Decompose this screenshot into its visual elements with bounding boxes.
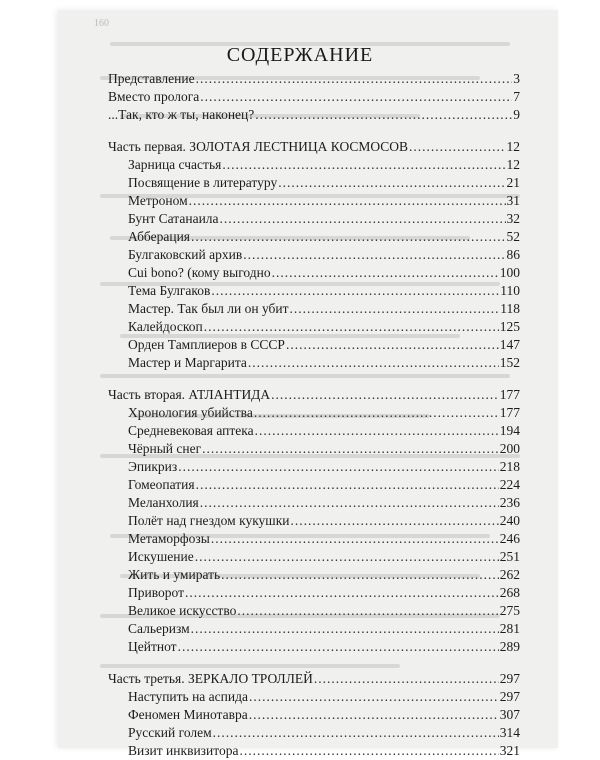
toc-chapter xyxy=(108,282,520,300)
toc-chapter-label: Булгаковский архив xyxy=(128,247,243,262)
toc-chapter-label: Метроном xyxy=(128,193,188,208)
toc-chapter-label: Зарница счастья xyxy=(128,157,222,172)
toc-entry xyxy=(108,70,520,88)
toc-chapter-page: 52 xyxy=(506,229,520,244)
toc-part-1 xyxy=(108,138,520,372)
toc-chapter-page: 200 xyxy=(499,441,520,456)
toc-chapter-label: Сальеризм xyxy=(128,621,190,636)
page-number: 160 xyxy=(94,18,109,29)
toc-chapter xyxy=(108,566,520,584)
toc-chapter xyxy=(108,458,520,476)
toc-chapter xyxy=(108,494,520,512)
toc-part-2 xyxy=(108,386,520,656)
toc-part-label: Часть первая. ЗОЛОТАЯ ЛЕСТНИЦА КОСМОСОВ xyxy=(108,139,409,154)
toc-chapter-label: Тема Булгаков xyxy=(128,283,211,298)
toc-leader-dots xyxy=(189,192,506,210)
toc-leader-dots xyxy=(255,106,512,124)
toc-chapter xyxy=(108,706,520,724)
toc-chapter-page: 21 xyxy=(506,175,520,190)
toc-chapter-label: Полёт над гнездом кукушки xyxy=(128,513,290,528)
toc-chapter xyxy=(108,724,520,742)
toc-chapter-label: Цейтнот xyxy=(128,639,177,654)
toc-leader-dots xyxy=(249,706,499,724)
toc-leader-dots xyxy=(272,264,499,282)
toc-chapter-label: Бунт Сатанаила xyxy=(128,211,219,226)
toc-chapter xyxy=(108,638,520,656)
toc-intro xyxy=(108,70,520,124)
toc-entry xyxy=(108,88,520,106)
toc-chapter-page: 251 xyxy=(499,549,520,564)
toc-chapter xyxy=(108,354,520,372)
toc-leader-dots xyxy=(237,602,498,620)
toc-chapter-page: 307 xyxy=(499,707,520,722)
toc-chapter-page: 236 xyxy=(499,495,520,510)
toc-leader-dots xyxy=(178,638,499,656)
toc-entry xyxy=(108,106,520,124)
toc-chapter xyxy=(108,530,520,548)
toc-chapter-page: 224 xyxy=(499,477,520,492)
toc-chapter-page: 86 xyxy=(506,247,520,262)
toc-chapter xyxy=(108,336,520,354)
toc-leader-dots xyxy=(243,246,505,264)
toc-chapter-page: 177 xyxy=(499,405,520,420)
toc-leader-dots xyxy=(271,386,499,404)
toc-leader-dots xyxy=(204,318,499,336)
toc-leader-dots xyxy=(314,670,499,688)
toc-chapter-label: Феномен Минотавра xyxy=(128,707,248,722)
toc-leader-dots xyxy=(249,688,499,706)
toc-leader-dots xyxy=(191,228,505,246)
toc-chapter-page: 100 xyxy=(499,265,520,280)
toc-chapter xyxy=(108,174,520,192)
toc-leader-dots xyxy=(202,440,499,458)
toc-leader-dots xyxy=(248,354,499,372)
toc-chapter-label: Меланхолия xyxy=(128,495,199,510)
section-spacer xyxy=(108,656,520,670)
toc-leader-dots xyxy=(200,494,499,512)
toc-chapter xyxy=(108,246,520,264)
toc-leader-dots xyxy=(200,88,512,106)
toc-chapter-page: 118 xyxy=(500,301,520,316)
page-title: СОДЕРЖАНИЕ xyxy=(226,44,374,66)
toc-chapter-page: 268 xyxy=(499,585,520,600)
toc-leader-dots xyxy=(239,742,498,760)
toc-part-label: Часть вторая. АТЛАНТИДА xyxy=(108,387,271,402)
toc-leader-dots xyxy=(191,620,499,638)
toc-chapter-page: 12 xyxy=(506,157,520,172)
toc-chapter xyxy=(108,688,520,706)
toc-part-heading xyxy=(108,138,520,156)
toc-chapter-page: 125 xyxy=(499,319,520,334)
toc-part-heading xyxy=(108,670,520,688)
toc-chapter-page: 246 xyxy=(499,531,520,546)
toc-chapter-label: Жить и умирать xyxy=(128,567,221,582)
toc-leader-dots xyxy=(211,282,499,300)
toc-chapter xyxy=(108,210,520,228)
toc-leader-dots xyxy=(196,70,513,88)
toc-leader-dots xyxy=(213,724,499,742)
toc-part-page: 297 xyxy=(499,671,520,686)
toc-part-page: 12 xyxy=(506,139,520,154)
toc-chapter-page: 218 xyxy=(499,459,520,474)
toc-chapter-page: 31 xyxy=(506,193,520,208)
toc-leader-dots xyxy=(195,548,499,566)
toc-chapter-page: 281 xyxy=(499,621,520,636)
toc-chapter-page: 147 xyxy=(499,337,520,352)
toc-chapter xyxy=(108,264,520,282)
toc-leader-dots xyxy=(255,422,499,440)
table-of-contents xyxy=(108,70,520,760)
toc-chapter xyxy=(108,404,520,422)
toc-chapter xyxy=(108,422,520,440)
toc-leader-dots xyxy=(254,404,499,422)
toc-chapter-label: Калейдоскоп xyxy=(128,319,203,334)
toc-entry-page: 9 xyxy=(513,107,520,122)
toc-chapter-page: 275 xyxy=(499,603,520,618)
toc-entry-label: ...Так, кто ж ты, наконец? xyxy=(108,107,255,122)
toc-chapter-label: Средневековая аптека xyxy=(128,423,254,438)
toc-chapter-label: Гомеопатия xyxy=(128,477,195,492)
toc-chapter-label: Хронология убийства xyxy=(128,405,253,420)
toc-leader-dots xyxy=(185,584,499,602)
toc-chapter xyxy=(108,192,520,210)
toc-chapter xyxy=(108,440,520,458)
toc-chapter-page: 152 xyxy=(499,355,520,370)
toc-chapter-label: Чёрный снег xyxy=(128,441,202,456)
toc-chapter-label: Эпикриз xyxy=(128,459,178,474)
toc-leader-dots xyxy=(221,566,499,584)
toc-chapter xyxy=(108,300,520,318)
toc-leader-dots xyxy=(196,476,499,494)
toc-chapter xyxy=(108,584,520,602)
toc-chapter-label: Великое искусство xyxy=(128,603,237,618)
toc-chapter-label: Искушение xyxy=(128,549,194,564)
toc-entry-page: 7 xyxy=(513,89,520,104)
toc-chapter-label: Мастер. Так был ли он убит xyxy=(128,301,289,316)
toc-chapter-page: 321 xyxy=(499,743,520,758)
toc-chapter-page: 110 xyxy=(500,283,520,298)
toc-chapter-page: 194 xyxy=(499,423,520,438)
toc-leader-dots xyxy=(220,210,506,228)
toc-chapter xyxy=(108,228,520,246)
toc-leader-dots xyxy=(290,300,500,318)
toc-chapter-label: Русский голем xyxy=(128,725,212,740)
toc-chapter-page: 297 xyxy=(499,689,520,704)
toc-chapter-label: Визит инквизитора xyxy=(128,743,239,758)
toc-chapter-label: Cui bono? (кому выгодно xyxy=(128,265,271,280)
toc-chapter-label: Метаморфозы xyxy=(128,531,210,546)
toc-leader-dots xyxy=(409,138,505,156)
toc-leader-dots xyxy=(286,336,499,354)
toc-chapter xyxy=(108,156,520,174)
toc-chapter-page: 314 xyxy=(499,725,520,740)
toc-leader-dots xyxy=(222,156,505,174)
toc-chapter xyxy=(108,602,520,620)
toc-chapter-page: 289 xyxy=(499,639,520,654)
toc-chapter-label: Посвящение в литературу xyxy=(128,175,278,190)
toc-chapter xyxy=(108,548,520,566)
toc-chapter xyxy=(108,512,520,530)
toc-entry-label: Представление xyxy=(108,71,195,86)
toc-entry-page: 3 xyxy=(513,71,520,86)
section-spacer xyxy=(108,372,520,386)
toc-chapter-label: Орден Тамплиеров в СССР xyxy=(128,337,285,352)
section-spacer xyxy=(108,124,520,138)
toc-part-label: Часть третья. ЗЕРКАЛО ТРОЛЛЕЙ xyxy=(108,671,313,686)
toc-chapter-label: Мастер и Маргарита xyxy=(128,355,247,370)
toc-leader-dots xyxy=(178,458,499,476)
toc-part-page: 177 xyxy=(499,387,520,402)
toc-leader-dots xyxy=(211,530,499,548)
toc-chapter xyxy=(108,620,520,638)
toc-chapter-label: Приворот xyxy=(128,585,184,600)
toc-part-heading xyxy=(108,386,520,404)
toc-chapter-label: Абберация xyxy=(128,229,191,244)
toc-chapter-page: 262 xyxy=(499,567,520,582)
toc-part-3 xyxy=(108,670,520,760)
toc-entry-label: Вместо пролога xyxy=(108,89,200,104)
toc-leader-dots xyxy=(291,512,499,530)
toc-chapter xyxy=(108,476,520,494)
toc-chapter-label: Наступить на аспида xyxy=(128,689,248,704)
toc-chapter xyxy=(108,318,520,336)
toc-leader-dots xyxy=(278,174,505,192)
toc-chapter-page: 240 xyxy=(499,513,520,528)
toc-chapter xyxy=(108,742,520,760)
toc-chapter-page: 32 xyxy=(506,211,520,226)
